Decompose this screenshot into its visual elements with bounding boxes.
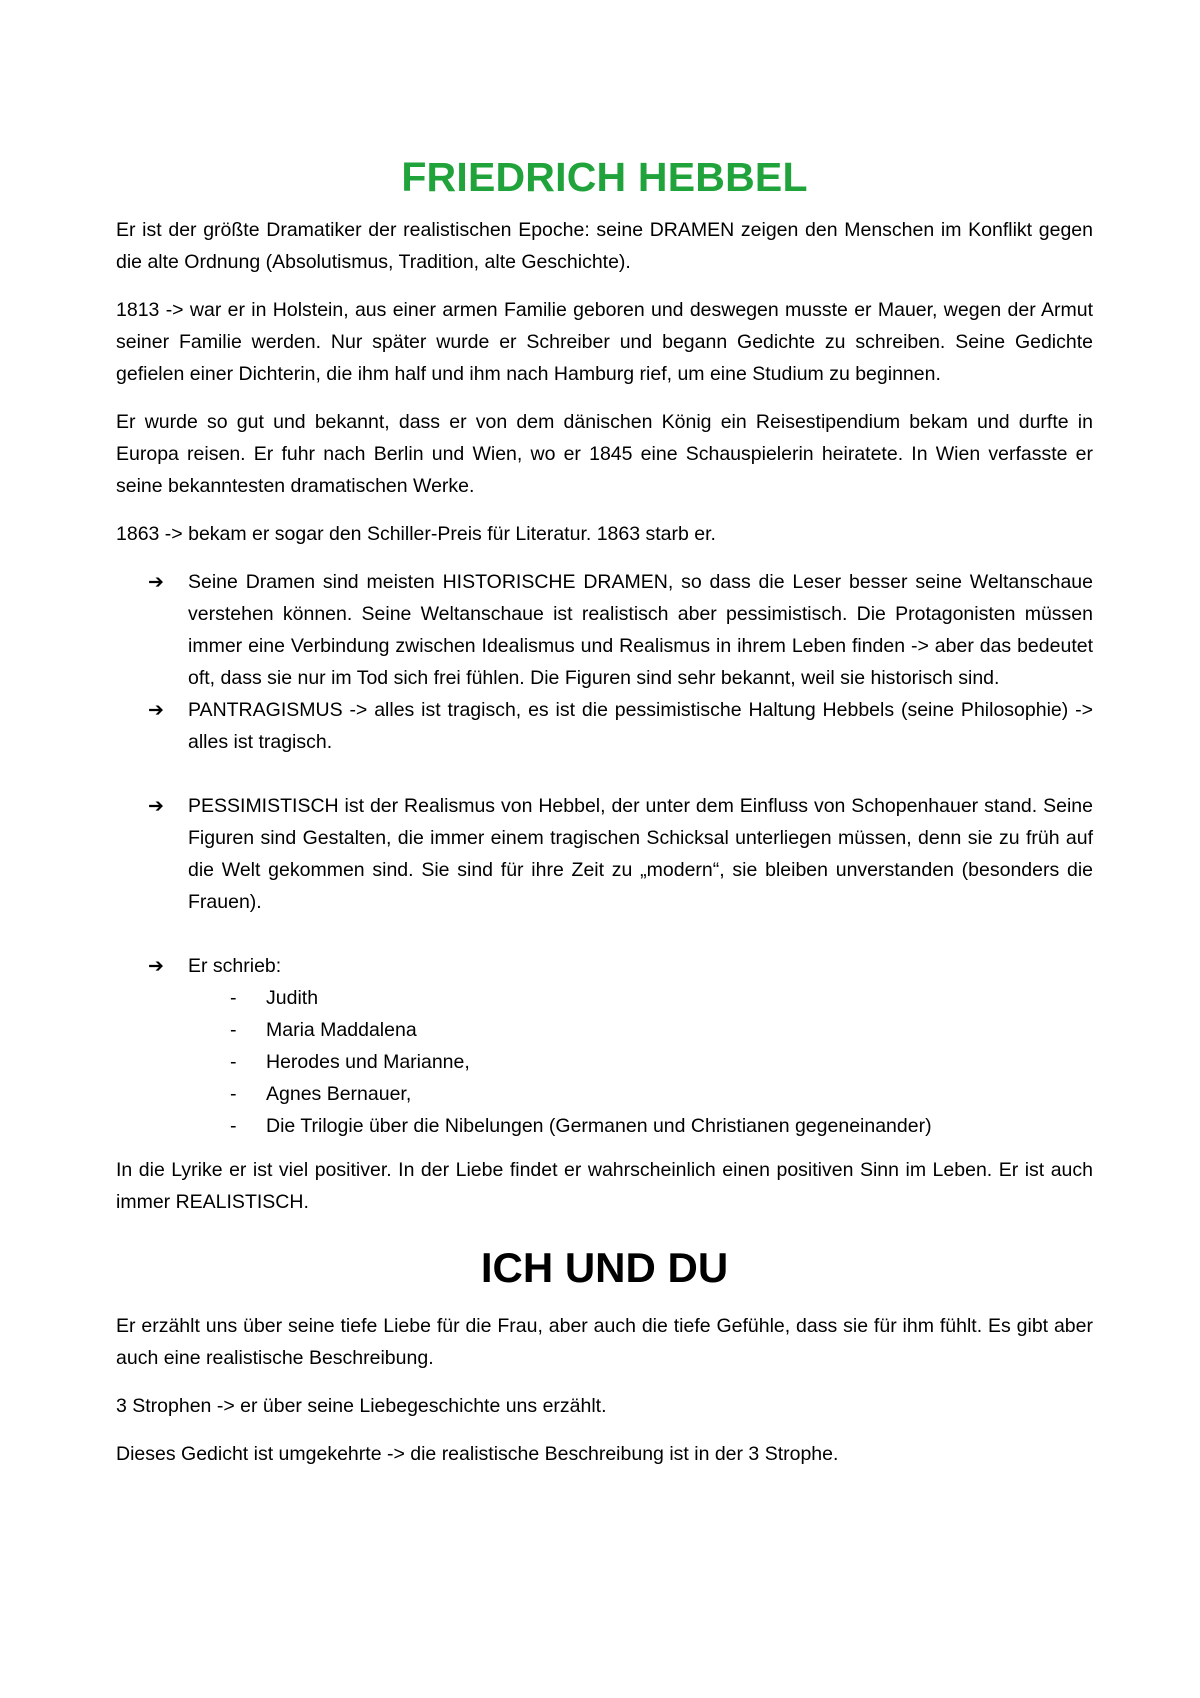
bullet-item-pessimistisch <box>116 790 1093 918</box>
paragraph-intro: Er ist der größte Dramatiker der realistischen Epoche: seine DRAMEN zeigen den Menschen im Konflikt gegen die alte Ordnung (Absolutismus, Tradition, alte Geschichte). <box>116 219 1093 273</box>
paragraph-lyrik: In die Lyrike er ist viel positiver. In der Liebe findet er wahrscheinlich einen positiven Sinn im Leben. Er ist auch immer REALISTISCH. <box>116 1159 1093 1213</box>
bullet-text: PANTRAGISMUS -> alles ist tragisch, es ist die pessimistische Haltung Hebbels (seine Philosophie) -> alles ist tragisch. <box>188 699 1093 753</box>
arrow-right-icon: ➔ <box>148 699 164 721</box>
works-list <box>116 982 1093 1142</box>
bullet-text: Seine Dramen sind meisten HISTORISCHE DRAMEN, so dass die Leser besser seine Weltanschaue verstehen können. Seine Weltanschaue ist realistisch aber pessimistisch. Die Protagonisten müssen immer eine Verbindung zwischen Idealismus und Realismus in ihrem Leben finden -> aber das bedeutet oft, dass sie nur im Tod sich frei fühlen. Die Figuren sind sehr bekannt, weil sie historisch sind. <box>188 571 1093 689</box>
bullet-item-dramen <box>116 566 1093 694</box>
section-title: ICH UND DU <box>480 1244 729 1291</box>
work-title: Agnes Bernauer, <box>266 1083 412 1105</box>
arrow-right-icon: ➔ <box>148 795 164 817</box>
list-item <box>116 982 1093 1014</box>
list-item <box>116 1046 1093 1078</box>
paragraph-ich-und-du-2: 3 Strophen -> er über seine Liebegeschichte uns erzählt. <box>116 1395 607 1417</box>
work-title: Die Trilogie über die Nibelungen (Germanen und Christianen gegeneinander) <box>266 1115 932 1137</box>
dash-marker: - <box>230 1019 237 1041</box>
list-item <box>116 1014 1093 1046</box>
bullet-item-works-intro <box>116 950 1093 982</box>
dash-marker: - <box>230 1083 237 1105</box>
bullet-item-pantragismus <box>116 694 1093 758</box>
paragraph-1813: 1813 -> war er in Holstein, aus einer armen Familie geboren und deswegen musste er Mauer, wegen der Armut seiner Familie werden. Nur später wurde er Schreiber und begann Gedichte zu schreiben. Seine Gedichte gefielen einer Dichterin, die ihm half und ihm nach Hamburg rief, um eine Studium zu beginnen. <box>116 299 1093 385</box>
work-title: Judith <box>266 987 319 1009</box>
work-title: Herodes und Marianne, <box>266 1051 470 1073</box>
dash-marker: - <box>230 987 237 1009</box>
arrow-right-icon: ➔ <box>148 571 164 593</box>
bullet-text: Er schrieb: <box>188 955 282 977</box>
paragraph-ich-und-du-1: Er erzählt uns über seine tiefe Liebe für die Frau, aber auch die tiefe Gefühle, dass sie für ihm fühlt. Es gibt aber auch eine realistische Beschreibung. <box>116 1315 1093 1369</box>
document-title: FRIEDRICH HEBBEL <box>401 154 808 200</box>
list-item <box>116 1078 1093 1110</box>
dash-marker: - <box>230 1051 237 1073</box>
document-content <box>116 150 1093 1486</box>
bullet-text: PESSIMISTISCH ist der Realismus von Hebbel, der unter dem Einfluss von Schopenhauer stand. Seine Figuren sind Gestalten, die immer einem tragischen Schicksal unterliegen müssen, denn sie zu früh auf die Welt gekommen sind. Sie sind für ihre Zeit zu „modern“, sie bleiben unverstanden (besonders die Frauen). <box>188 795 1093 913</box>
paragraph-ich-und-du-3: Dieses Gedicht ist umgekehrte -> die realistische Beschreibung ist in der 3 Strophe. <box>116 1443 839 1465</box>
list-item <box>116 1110 1093 1142</box>
arrow-right-icon: ➔ <box>148 955 164 977</box>
paragraph-1863: 1863 -> bekam er sogar den Schiller-Preis für Literatur. 1863 starb er. <box>116 523 716 545</box>
dash-marker: - <box>230 1115 237 1137</box>
bullet-list <box>116 566 1093 982</box>
paragraph-career: Er wurde so gut und bekannt, dass er von dem dänischen König ein Reisestipendium bekam und durfte in Europa reisen. Er fuhr nach Berlin und Wien, wo er 1845 eine Schauspielerin heiratete. In Wien verfasste er seine bekanntesten dramatischen Werke. <box>116 411 1093 497</box>
work-title: Maria Maddalena <box>266 1019 417 1041</box>
